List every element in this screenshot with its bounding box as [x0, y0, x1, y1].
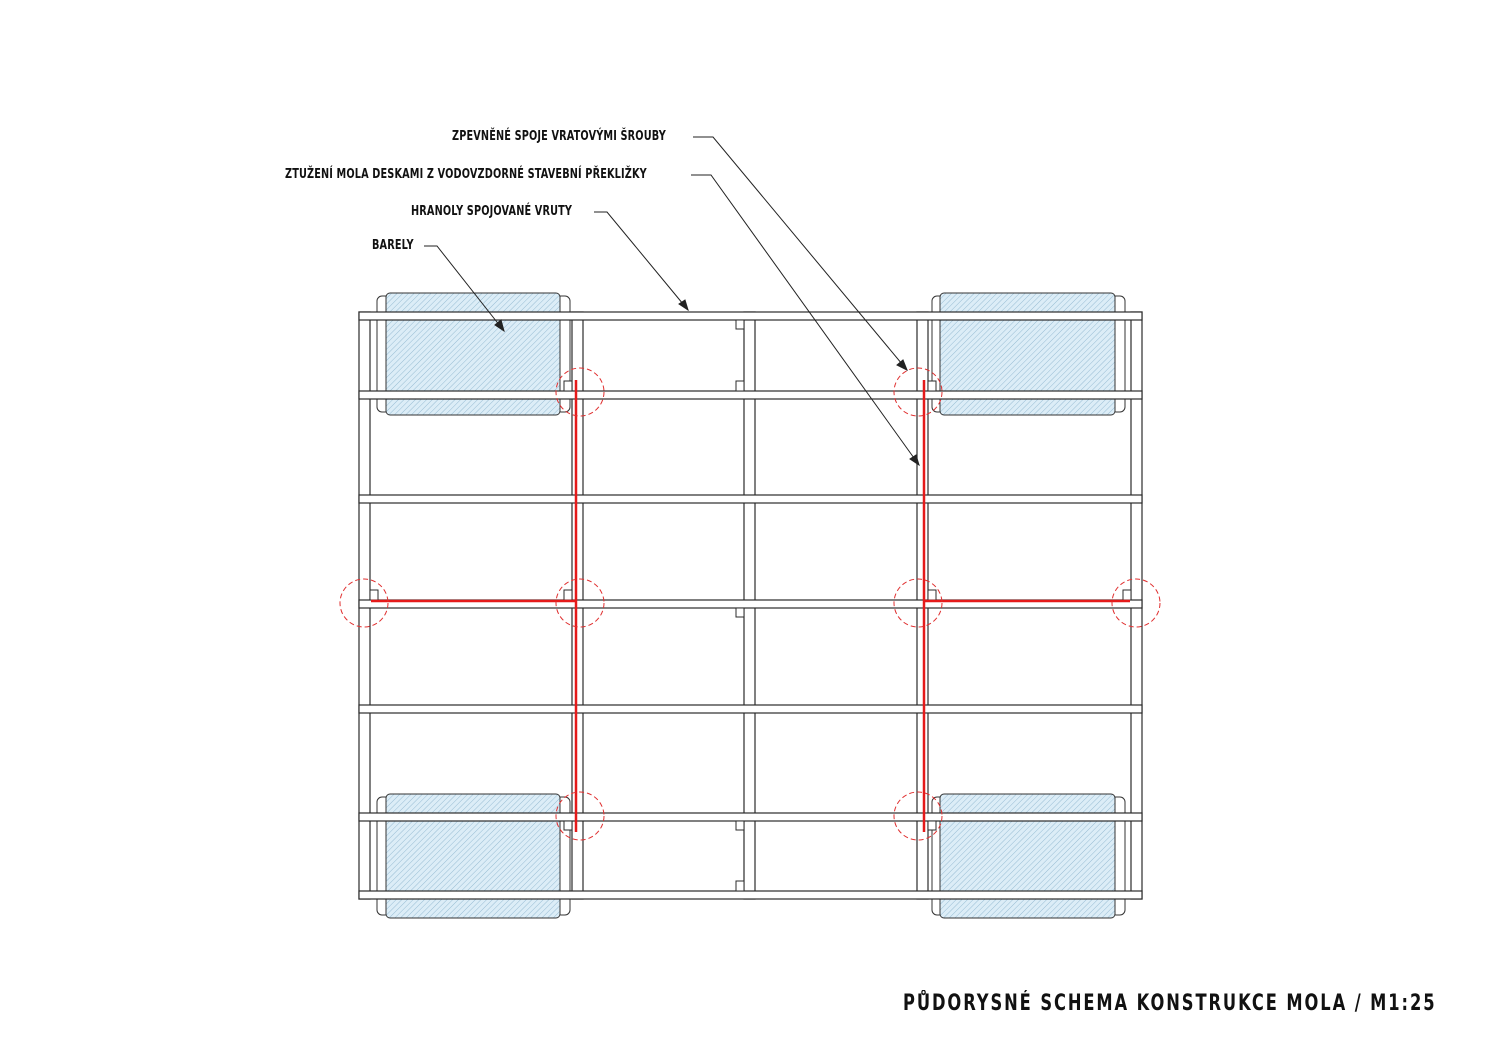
drawing-title: PŮDORYSNÉ SCHEMA KONSTRUKCE MOLA / M1:25 — [903, 991, 1437, 1016]
label-plywood-reinforcement: ZTUŽENÍ MOLA DESKAMI Z VODOVZDORNÉ STAVEBNÍ PŘEKLIŽKY — [285, 166, 647, 182]
beam-horizontal-5 — [359, 705, 1142, 713]
label-bolted-joints: ZPEVNĚNÉ SPOJE VRATOVÝMI ŠROUBY — [452, 128, 666, 144]
beam-horizontal-3 — [359, 495, 1142, 503]
beam-horizontal-2 — [359, 391, 1142, 399]
label-beams: HRANOLY SPOJOVANÉ VRUTY — [411, 203, 573, 219]
label-barrels: BARELY — [372, 237, 414, 253]
beam-horizontal-7 — [359, 891, 1142, 899]
beam-horizontal-6 — [359, 813, 1142, 821]
beam-horizontal-1 — [359, 312, 1142, 320]
